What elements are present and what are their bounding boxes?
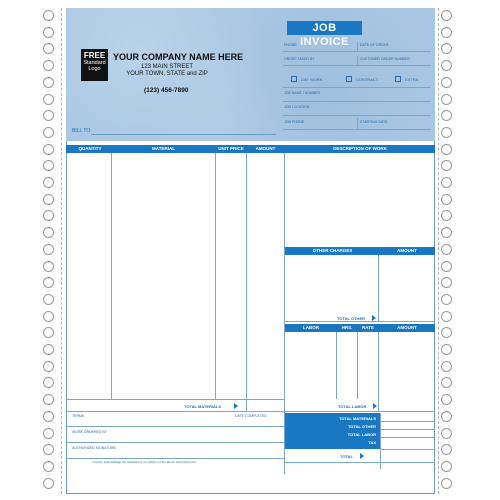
column-line [246,399,247,411]
pinfeed-hole [441,60,452,71]
pinfeed-hole [43,144,54,155]
pinfeed-hole [43,261,54,272]
divider [357,56,358,65]
pinfeed-hole [43,60,54,71]
rule [66,442,285,443]
terms-label: TERMS [72,414,85,418]
pinfeed-hole [43,277,54,288]
rule [380,421,435,422]
rule [66,411,435,412]
company-name: YOUR COMPANY NAME HERE [113,52,244,62]
field-order-taken-by: ORDER TAKEN BY [284,57,315,61]
pinfeed-hole [441,127,452,138]
extra-checkbox[interactable] [395,76,401,82]
pinfeed-hole [43,27,54,38]
rule [283,65,431,66]
pinfeed-hole [441,10,452,21]
col-unit-price: UNIT PRICE [216,145,246,153]
rule [283,115,431,116]
pinfeed-hole [441,144,452,155]
right-pinfeed-strip [440,8,454,494]
pinfeed-hole [441,377,452,388]
rule [283,51,431,52]
pinfeed-hole [441,261,452,272]
column-line [215,153,216,399]
total-other-label: TOTAL OTHER [337,316,365,321]
rule [380,437,435,438]
pinfeed-hole [441,394,452,405]
pinfeed-hole [441,277,452,288]
field-customer-order-number: CUSTOMER ORDER NUMBER [360,57,410,61]
acknowledge-text: I hereby acknowledge the satisfactory completion of the above described work. [92,460,197,464]
rate-label: RATE [358,324,378,332]
pinfeed-hole [43,227,54,238]
pinfeed-hole [441,294,452,305]
extra-label: EXTRA [405,77,419,82]
pinfeed-hole [43,10,54,21]
rule [283,101,431,102]
field-date-of-order: DATE OF ORDER [360,43,389,47]
pinfeed-hole [441,244,452,255]
pinfeed-hole [43,311,54,322]
company-city: YOUR TOWN, STATE and ZIP [126,71,208,77]
pinfeed-hole [441,344,452,355]
pinfeed-hole [441,411,452,422]
pinfeed-hole [43,361,54,372]
pinfeed-hole [441,77,452,88]
sum-tax: TAX [368,440,376,445]
column-line [378,255,379,321]
pinfeed-hole [441,194,452,205]
hrs-label: HRS. [337,324,357,332]
field-job-name-number: JOB NAME / NUMBER [284,91,320,95]
pinfeed-hole [441,428,452,439]
pinfeed-hole [43,444,54,455]
pinfeed-hole [43,411,54,422]
pinfeed-hole [441,177,452,188]
col-material: MATERIAL [112,145,215,153]
pinfeed-hole [441,27,452,38]
other-amount-label: AMOUNT [380,247,434,255]
field-phone: PHONE [284,43,297,47]
total-labor-label: TOTAL LABOR [338,404,367,409]
total-other-arrow-icon [372,315,376,321]
rule [285,321,435,322]
pinfeed-hole [43,294,54,305]
work-ordered-by-label: WORK ORDERED BY [72,430,108,434]
pinfeed-hole [43,244,54,255]
pinfeed-hole [441,43,452,54]
pinfeed-hole [441,210,452,221]
rule [66,399,285,400]
pinfeed-hole [441,160,452,171]
col-description: DESCRIPTION OF WORK [286,145,434,153]
total-materials-label: TOTAL MATERIALS [184,404,222,409]
pinfeed-hole [43,428,54,439]
rule [380,429,435,430]
col-quantity: QUANTITY [70,145,110,153]
pinfeed-hole [43,327,54,338]
col-amount: AMOUNT [248,145,283,153]
divider [357,118,358,129]
rule [66,458,285,459]
field-job-location: JOB LOCATION [284,105,310,109]
left-pinfeed-strip [42,8,56,494]
pinfeed-hole [441,311,452,322]
bill-to-line [91,134,276,135]
company-phone: (123) 456-7890 [144,87,189,94]
column-line [111,153,112,399]
pinfeed-hole [43,77,54,88]
authorized-signature-label: AUTHORIZED SIGNATURE [72,446,116,450]
pinfeed-hole [43,177,54,188]
labor-amount-label: AMOUNT [380,324,434,332]
left-perforation [61,8,62,494]
pinfeed-hole [43,394,54,405]
pinfeed-hole [441,478,452,489]
column-line [357,332,358,399]
total-arrow-icon [360,453,364,459]
pinfeed-hole [441,444,452,455]
pinfeed-hole [441,361,452,372]
labor-label: LABOR [288,324,334,332]
rule [283,129,431,130]
pinfeed-hole [441,327,452,338]
contract-checkbox[interactable] [346,76,352,82]
pinfeed-hole [43,160,54,171]
pinfeed-hole [43,43,54,54]
day-work-label: DAY WORK [301,77,323,82]
pinfeed-hole [43,194,54,205]
total-labor-arrow-icon [373,403,377,409]
total-materials-arrow-icon [234,403,238,409]
pinfeed-hole [441,461,452,472]
pinfeed-hole [43,478,54,489]
rule [283,87,431,88]
totals-summary-box [285,413,380,449]
sum-total-labor: TOTAL LABOR [347,432,376,437]
contract-label: CONTRACT [356,77,379,82]
company-street: 123 MAIN STREET [140,64,193,70]
rule [285,462,435,463]
logo [81,49,108,81]
column-line [336,332,337,399]
date-completed-label: DATE COMPLETED [235,414,267,418]
rule [66,426,285,427]
pinfeed-hole [43,377,54,388]
form-title: JOB INVOICE [287,21,362,35]
sum-total-materials: TOTAL MATERIALS [338,416,376,421]
logo-free-text: FREE [83,51,106,60]
pinfeed-hole [441,94,452,105]
other-charges-label: OTHER CHARGES [290,247,375,255]
pinfeed-hole [43,461,54,472]
pinfeed-hole [43,127,54,138]
divider [357,42,358,51]
rule [380,449,435,450]
pinfeed-hole [43,210,54,221]
sum-total-other: TOTAL OTHER [348,424,376,429]
column-line [246,153,247,399]
total-label: TOTAL [340,454,353,459]
bill-to-label: BILL TO: [72,128,92,134]
field-starting-date: STARTING DATE [360,120,388,124]
pinfeed-hole [441,110,452,121]
logo-standard-text: Standard Logo [83,60,106,72]
right-perforation [438,8,439,494]
field-job-phone: JOB PHONE [284,120,305,124]
day-work-checkbox[interactable] [291,76,297,82]
pinfeed-hole [43,94,54,105]
column-line [378,332,379,411]
pinfeed-hole [441,227,452,238]
pinfeed-hole [43,110,54,121]
pinfeed-hole [43,344,54,355]
